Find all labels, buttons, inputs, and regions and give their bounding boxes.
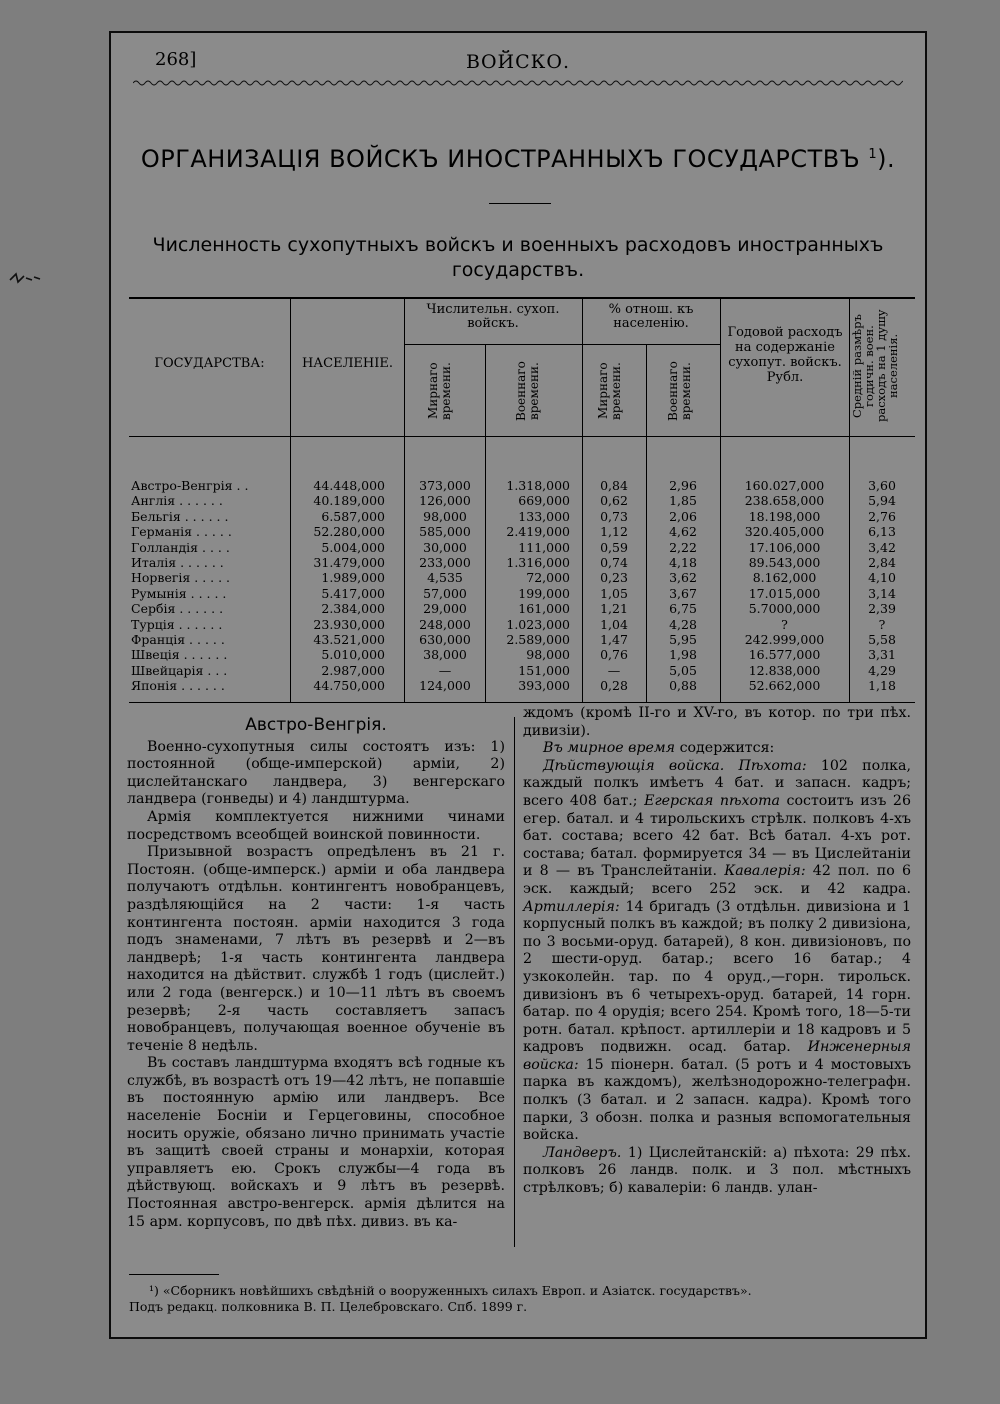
table-cell-peace: 124,000 xyxy=(419,678,471,694)
section-heading: Австро-Венгрія. xyxy=(245,715,387,735)
table-cell-peace: 630,000 xyxy=(419,631,471,647)
table-cell-avg: 5,94 xyxy=(868,493,896,509)
paragraph: Дѣйствующія войска. Пѣхота: 102 полка, каждый полкъ имѣетъ 4 бат. и запасн. кадръ; всего 408 бат.; Егерская пѣхота состоитъ изъ 26 егер. батал. и 4 тирольскихъ стрѣлк. полковъ 4-хъ бат. состава; всего 42 бат. Всѣ батал. 4-хъ рот. состава; батал. формируется 34 — въ Цислейтаніи и 8 — въ Транслейтаніи. Кавалерія: 42 пол. по 6 эск. каждый; всего 252 эск. и 42 кадра. Артиллерія: 14 бригадъ (3 отдѣльн. дивизіона и 1 корпусный полкъ въ каждой; въ полку 2 дивизіона, по 3 восьми-оруд. батарей), 8 кон. дивизіоновъ, по 2 шести-оруд. батар.; всего 16 батар.; 4 узкоколейн. тар. по 4 оруд.,—горн. тирольск. дивизіонъ въ 6 четырехъ-оруд. батарей, 14 горн. батар. по 4 орудія; всего 254. Кромѣ того, 18—5-ти ротн. батал. крѣпост. артиллеріи и 18 кадровъ и 5 кадровъ подвижн. осад. батар. Инженерныя войска: 15 піонерн. батал. (5 ротъ и 4 мостовыхъ парка въ каждомъ), желѣзнодорожно-телеграфн. полкъ (3 батал. и 2 запасн. кадра). Кромѣ того парки, 3 обозн. полка и разныя вспомогательныя войска. xyxy=(523,757,911,1144)
table-cell-avg: 2,76 xyxy=(868,508,896,524)
column-war xyxy=(486,478,570,693)
table-cell-pp: 0,62 xyxy=(600,493,628,509)
table-cell-peace: 57,000 xyxy=(423,585,467,601)
table-cell-pw: 2,96 xyxy=(669,478,697,493)
table-cell-exp: 18.198,000 xyxy=(748,508,821,524)
table-cell-avg: 3,14 xyxy=(868,585,896,601)
table-title: Численность сухопутныхъ войскъ и военныхъ расходовъ иностранныхъ государствъ. xyxy=(152,234,884,281)
table-cell-state: Швеція . . . . . . xyxy=(131,647,228,663)
table-cell-war: 98,000 xyxy=(526,647,570,663)
table-cell-pp: 1,12 xyxy=(600,524,628,540)
table-cell-pop: 43.521,000 xyxy=(313,631,385,647)
table-cell-exp: 8.162,000 xyxy=(752,570,817,586)
table-cell-war: 161,000 xyxy=(518,601,570,617)
decorative-wavy-rule xyxy=(133,77,903,89)
table-cell-pop: 52.280,000 xyxy=(313,524,385,540)
table-cell-war: 133,000 xyxy=(518,508,570,524)
header-avg-expense: Средній размѣръ годичн. воен. расходъ на 1 душу населенія. xyxy=(850,309,900,423)
table-cell-pop: 44.750,000 xyxy=(313,678,385,694)
table-cell-pop: 5.004,000 xyxy=(321,539,385,555)
table-cell-war: 1.318,000 xyxy=(506,478,570,493)
table-cell-pw: 1,98 xyxy=(669,647,697,663)
paragraph: Ландверъ. 1) Цислейтанскій: а) пѣхота: 29 пѣх. полковъ 26 ландв. полк. и 3 пол. мѣстныхъ стрѣлковъ; б) кавалеріи: 6 ландв. улан- xyxy=(523,1144,911,1197)
table-cell-exp: 52.662,000 xyxy=(748,678,821,694)
table-cell-pop: 5.010,000 xyxy=(321,647,385,663)
table-cell-pw: 4,62 xyxy=(669,524,697,540)
table-cell-pop: 6.587,000 xyxy=(321,508,385,524)
table-cell-avg: ? xyxy=(878,616,886,632)
table-cell-pw: 3,62 xyxy=(669,570,697,586)
table-cell-war: 1.023,000 xyxy=(506,616,570,632)
column-state xyxy=(131,478,289,693)
table-cell-war: 111,000 xyxy=(518,539,570,555)
table-cell-avg: 3,42 xyxy=(868,539,896,555)
table-cell-pop: 23.930,000 xyxy=(313,616,385,632)
table-cell-pop: 1.989,000 xyxy=(321,570,385,586)
table-cell-avg: 5,58 xyxy=(868,631,896,647)
table-cell-state: Бельгія . . . . . . xyxy=(131,508,229,524)
table-cell-pp: 0,73 xyxy=(600,508,628,524)
table-cell-peace: 29,000 xyxy=(423,601,467,617)
table-cell-state: Швейцарія . . . xyxy=(131,662,228,678)
header-strength: Числительн. сухоп. войскъ. xyxy=(426,302,560,331)
document-page xyxy=(109,31,927,1339)
column-percent-war xyxy=(647,478,719,693)
table-cell-war: 1.316,000 xyxy=(506,554,570,570)
table-cell-pp: 0,76 xyxy=(600,647,628,663)
table-cell-exp: 242.999,000 xyxy=(744,631,825,647)
table-cell-pw: 2,22 xyxy=(669,539,697,555)
table-cell-exp: 17.106,000 xyxy=(748,539,821,555)
footnote: ¹) «Сборникъ новѣйшихъ свѣдѣній о вооруженныхъ силахъ Европ. и Азіатск. государствъ». Подъ редакц. полковника В. П. Целебровскаго. Спб. 1899 г. xyxy=(129,1283,752,1314)
table-cell-war: 2.589,000 xyxy=(506,631,570,647)
table-cell-avg: 2,39 xyxy=(868,601,896,617)
column-percent-peace xyxy=(583,478,645,693)
table-cell-state: Австро-Венгрія . . xyxy=(131,478,249,493)
table-cell-pp: 1,05 xyxy=(600,585,628,601)
table-cell-avg: 3,60 xyxy=(868,478,896,493)
table-cell-state: Франція . . . . . xyxy=(131,631,225,647)
statistics-table xyxy=(129,297,915,703)
table-cell-war: 199,000 xyxy=(518,585,570,601)
table-cell-pw: 6,75 xyxy=(669,601,697,617)
footnote-ref: 1 xyxy=(868,147,878,162)
table-cell-exp: 160.027,000 xyxy=(744,478,825,493)
header-strength-war: Военнаго времени. xyxy=(514,361,541,421)
table-cell-pp: 1,04 xyxy=(600,616,628,632)
table-cell-pw: 2,06 xyxy=(669,508,697,524)
table-cell-war: 669,000 xyxy=(518,493,570,509)
table-cell-peace: 373,000 xyxy=(419,478,471,493)
table-cell-exp: ? xyxy=(781,616,788,632)
table-cell-pop: 31.479,000 xyxy=(313,554,385,570)
header-state: ГОСУДАРСТВА: xyxy=(154,356,265,371)
page-number: 268] xyxy=(155,49,197,70)
table-cell-pw: 3,67 xyxy=(669,585,697,601)
table-cell-avg: 4,29 xyxy=(868,662,896,678)
table-cell-state: Румынія . . . . . xyxy=(131,585,227,601)
table-cell-exp: 16.577,000 xyxy=(748,647,821,663)
table-cell-peace: 30,000 xyxy=(423,539,467,555)
table-cell-avg: 2,84 xyxy=(868,554,896,570)
paragraph: Въ мирное время содержится: xyxy=(543,740,775,757)
header-percent-war: Военнаго времени. xyxy=(666,361,693,421)
table-cell-avg: 1,18 xyxy=(868,678,896,694)
header-expense: Годовой расходъ на содержаніе сухопут. войскъ. Рубл. xyxy=(727,325,843,385)
margin-ink-mark xyxy=(8,268,42,286)
header-percent: % отнош. къ населенію. xyxy=(608,302,694,331)
table-cell-pp: 0,84 xyxy=(600,478,628,493)
table-cell-peace: 98,000 xyxy=(423,508,467,524)
paragraph: Армія комплектуется нижними чинами посредствомъ всеобщей воинской повинности. xyxy=(127,808,505,843)
table-cell-exp: 5.7000,000 xyxy=(748,601,821,617)
table-cell-peace: 248,000 xyxy=(419,616,471,632)
paragraph: Въ составъ ландштурма входятъ всѣ годные къ службѣ, въ возрастѣ отъ 19—42 лѣтъ, не попавшіе въ постоянную армію или ландверъ. Все населеніе Босніи и Герцеговины, способное носить оружіе, обязано лично принимать участіе въ защитѣ своей страны и монархіи, которая управляетъ ею. Срокъ службы—4 года въ дѣйствующ. войскахъ и 9 лѣтъ въ резервѣ. Постоянная австро-венгерск. армія дѣлится на 15 арм. корпусовъ, по двѣ пѣх. дивиз. въ ка- xyxy=(127,1055,505,1230)
paragraph: Военно-сухопутныя силы состоятъ изъ: 1) постоянной (обще-имперской) арміи, 2) цислейтанскаго ландвера, 3) венгерскаго ландвера (гонведы) и 4) ландштурма. xyxy=(127,738,505,808)
table-cell-exp: 238.658,000 xyxy=(744,493,825,509)
table-cell-war: 72,000 xyxy=(526,570,570,586)
header-strength-peace: Мирнаго времени. xyxy=(426,362,453,420)
table-cell-war: 393,000 xyxy=(518,678,570,694)
column-peace xyxy=(407,478,483,693)
table-cell-state: Норвегія . . . . . xyxy=(131,570,231,586)
table-cell-pp: 0,23 xyxy=(600,570,628,586)
table-cell-pop: 2.987,000 xyxy=(321,662,385,678)
column-divider xyxy=(514,717,515,1247)
table-cell-pp: 0,59 xyxy=(600,539,628,555)
table-cell-peace: 4,535 xyxy=(427,570,463,586)
table-cell-pop: 40.189,000 xyxy=(313,493,385,509)
header-population: НАСЕЛЕНІЕ. xyxy=(301,356,394,371)
table-cell-state: Японія . . . . . . xyxy=(131,678,225,694)
table-cell-state: Сербія . . . . . . xyxy=(131,601,224,617)
paragraph: ждомъ (кромѣ II-го и XV-го, въ котор. по три пѣх. дивизіи). xyxy=(523,705,911,739)
table-cell-war: 2.419,000 xyxy=(506,524,570,540)
table-cell-peace: — xyxy=(438,662,452,678)
table-cell-exp: 89.543,000 xyxy=(748,554,821,570)
table-cell-avg: 3,31 xyxy=(868,647,896,663)
right-column xyxy=(523,705,911,1198)
table-cell-avg: 4,10 xyxy=(868,570,896,586)
table-cell-pop: 44.448,000 xyxy=(313,478,385,493)
table-cell-pp: 1,21 xyxy=(600,601,628,617)
column-population xyxy=(291,478,385,693)
table-cell-pw: 5,95 xyxy=(669,631,697,647)
table-cell-peace: 233,000 xyxy=(419,554,471,570)
table-cell-peace: 38,000 xyxy=(423,647,467,663)
table-cell-pw: 5,05 xyxy=(669,662,697,678)
table-cell-avg: 6,13 xyxy=(868,524,896,540)
table-cell-pop: 2.384,000 xyxy=(321,601,385,617)
table-cell-pw: 4,28 xyxy=(669,616,697,632)
table-cell-pw: 1,85 xyxy=(669,493,697,509)
title-divider xyxy=(489,203,551,204)
table-cell-state: Англія . . . . . . xyxy=(131,493,223,509)
table-cell-war: 151,000 xyxy=(518,662,570,678)
running-title: ВОЙСКО. xyxy=(466,51,570,73)
table-cell-exp: 320.405,000 xyxy=(744,524,825,540)
main-title: ОРГАНИЗАЦІЯ ВОЙСКЪ ИНОСТРАННЫХЪ ГОСУДАРСТВЪ $^1$). xyxy=(140,145,896,173)
table-cell-pp: 1,47 xyxy=(600,631,628,647)
table-cell-state: Голландія . . . . xyxy=(131,539,230,555)
table-cell-state: Италія . . . . . . xyxy=(131,554,224,570)
column-avg xyxy=(850,478,914,693)
table-cell-state: Турція . . . . . . xyxy=(131,616,223,632)
column-expense xyxy=(721,478,848,693)
table-cell-pp: 0,28 xyxy=(600,678,628,694)
table-cell-pop: 5.417,000 xyxy=(321,585,385,601)
table-cell-exp: 17.015,000 xyxy=(748,585,821,601)
footnote-rule xyxy=(129,1274,219,1275)
left-column xyxy=(127,717,505,1231)
table-cell-pp: — xyxy=(607,662,621,678)
table-cell-pw: 0,88 xyxy=(669,678,697,694)
table-cell-peace: 585,000 xyxy=(419,524,471,540)
table-cell-pp: 0,74 xyxy=(600,554,628,570)
table-cell-pw: 4,18 xyxy=(669,554,697,570)
table-cell-exp: 12.838,000 xyxy=(748,662,821,678)
header-percent-peace: Мирнаго времени. xyxy=(596,362,623,420)
paragraph: Призывной возрастъ опредѣленъ въ 21 г. Постоян. (обще-имперск.) арміи и оба ландвера получаютъ отдѣльн. контингентъ новобранцевъ, раздѣляющійся на 2 части: 1-я часть контингента постоян. арміи находится 3 года подъ знаменами, 7 лѣтъ въ резервѣ и 2—въ ландверѣ; 1-я часть контингента ландвера находится на дѣйствит. службѣ 1 годъ (цислейт.) или 2 года (венгерск.) и 10—11 лѣтъ въ своемъ резервѣ; 2-я часть составляетъ запасъ новобранцевъ, получающая военное обученіе въ теченіе 8 недѣль. xyxy=(127,844,505,1054)
table-cell-peace: 126,000 xyxy=(419,493,471,509)
table-cell-state: Германія . . . . . xyxy=(131,524,232,540)
